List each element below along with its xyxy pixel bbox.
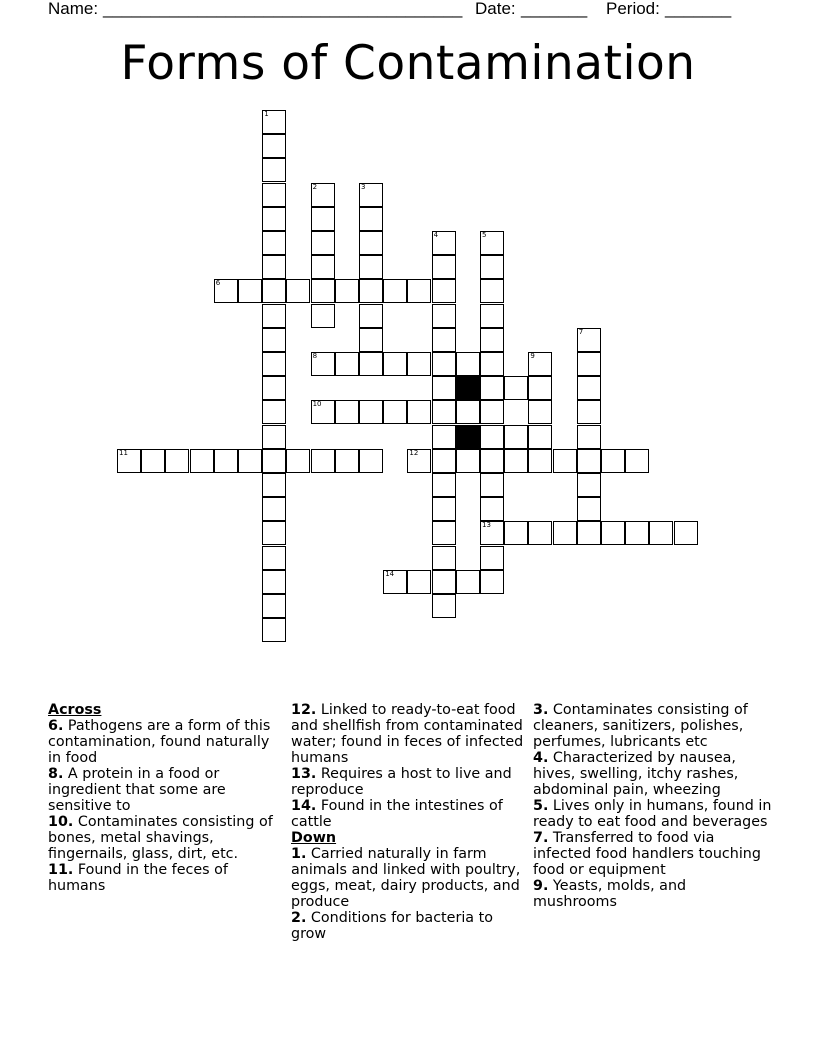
clue-item: 14. Found in the intestines of cattle xyxy=(291,798,503,830)
grid-cell[interactable] xyxy=(432,231,456,255)
grid-cell[interactable] xyxy=(262,183,286,207)
grid-cell[interactable] xyxy=(480,449,504,473)
grid-cell[interactable] xyxy=(262,255,286,279)
clue-item: 8. A protein in a food or ingredient that some are sensitive to xyxy=(48,766,226,814)
clue-number: 1 xyxy=(264,110,269,118)
clue-number: 2. xyxy=(291,910,307,926)
grid-cell[interactable] xyxy=(383,279,407,303)
grid-cell[interactable] xyxy=(504,521,528,545)
grid-cell[interactable] xyxy=(262,304,286,328)
clue-number: 4 xyxy=(433,231,439,239)
clues-column-1 xyxy=(48,702,280,894)
down-heading: Down xyxy=(291,830,337,846)
grid-cell[interactable] xyxy=(432,352,456,376)
clue-item: 12. Linked to ready-to-eat food and shellfish from contaminated water; found in feces of infected humans xyxy=(291,702,524,766)
clue-number: 12. xyxy=(291,702,317,718)
grid-cell[interactable] xyxy=(432,304,456,328)
grid-cell[interactable] xyxy=(528,449,552,473)
grid-cell[interactable] xyxy=(238,279,262,303)
grid-cell[interactable] xyxy=(432,497,456,521)
clue-item: 2. Conditions for bacteria to grow xyxy=(291,910,493,942)
grid-cell[interactable] xyxy=(407,352,431,376)
grid-cell[interactable] xyxy=(262,400,286,424)
grid-cell[interactable] xyxy=(480,352,504,376)
grid-cell[interactable] xyxy=(649,521,673,545)
date-label: Date: xyxy=(475,0,516,18)
grid-cell[interactable] xyxy=(262,279,286,303)
grid-cell[interactable] xyxy=(407,570,431,594)
grid-cell[interactable] xyxy=(432,521,456,545)
grid-cell[interactable] xyxy=(432,328,456,352)
grid-cell[interactable] xyxy=(432,570,456,594)
clue-item: 10. Contaminates consisting of bones, metal shavings, fingernails, glass, dirt, etc. xyxy=(48,814,273,862)
grid-cell[interactable] xyxy=(117,449,141,473)
clue-item: 7. Transferred to food via infected food handlers touching food or equipment xyxy=(533,830,761,878)
clue-number: 9 xyxy=(530,352,535,360)
grid-cell[interactable] xyxy=(383,570,407,594)
grid-cell[interactable] xyxy=(432,279,456,303)
page-title: Forms of Contamination xyxy=(120,36,696,91)
grid-cell[interactable] xyxy=(504,425,528,449)
grid-cell[interactable] xyxy=(601,449,625,473)
clue-number: 11. xyxy=(48,862,74,878)
grid-cell[interactable] xyxy=(456,449,480,473)
clue-item: 6. Pathogens are a form of this contamination, found naturally in food xyxy=(48,718,271,766)
grid-cell[interactable] xyxy=(359,328,383,352)
grid-cell[interactable] xyxy=(311,207,335,231)
grid-cell[interactable] xyxy=(359,279,383,303)
grid-cell[interactable] xyxy=(262,158,286,182)
clue-number: 10 xyxy=(312,400,322,409)
grid-cell[interactable] xyxy=(262,328,286,352)
grid-cell[interactable] xyxy=(214,279,238,303)
grid-cell[interactable] xyxy=(577,473,601,497)
name-label: Name: xyxy=(48,0,99,18)
clue-item: 9. Yeasts, molds, and mushrooms xyxy=(533,878,687,910)
clue-number: 3. xyxy=(533,702,549,718)
grid-cell[interactable] xyxy=(262,352,286,376)
grid-cell[interactable] xyxy=(238,449,262,473)
clue-number: 2 xyxy=(312,182,318,191)
clue-item: 1. Carried naturally in farm animals and linked with poultry, eggs, meat, dairy products, and produce xyxy=(291,846,521,910)
grid-cell[interactable] xyxy=(456,570,480,594)
grid-cell[interactable] xyxy=(432,425,456,449)
grid-cell[interactable] xyxy=(432,546,456,570)
grid-cell[interactable] xyxy=(262,207,286,231)
grid-cell[interactable] xyxy=(383,400,407,424)
grid-cell[interactable] xyxy=(359,207,383,231)
grid-cell[interactable] xyxy=(456,400,480,424)
grid-cell[interactable] xyxy=(383,352,407,376)
clue-number: 5 xyxy=(482,231,487,239)
period-label: Period: xyxy=(606,0,660,18)
grid-cell[interactable] xyxy=(553,449,577,473)
clue-number: 8 xyxy=(312,352,318,360)
grid-cell[interactable] xyxy=(407,400,431,424)
clues-column-2 xyxy=(291,702,527,942)
grid-cell[interactable] xyxy=(432,400,456,424)
clue-number: 9. xyxy=(533,878,549,894)
grid-cell[interactable] xyxy=(577,328,601,352)
grid-cell[interactable] xyxy=(480,546,504,570)
name-line[interactable]: ______________________________________ xyxy=(103,0,463,18)
grid-cell[interactable] xyxy=(480,473,504,497)
grid-cell[interactable] xyxy=(311,231,335,255)
period-line[interactable]: _______ xyxy=(665,0,732,18)
grid-cell[interactable] xyxy=(432,473,456,497)
clue-item: 13. Requires a host to live and reproduce xyxy=(291,766,512,798)
grid-cell[interactable] xyxy=(262,449,286,473)
grid-cell[interactable] xyxy=(286,279,310,303)
grid-cell[interactable] xyxy=(165,449,189,473)
grid-cell[interactable] xyxy=(577,352,601,376)
grid-cell[interactable] xyxy=(480,304,504,328)
grid-cell[interactable] xyxy=(214,449,238,473)
grid-cell[interactable] xyxy=(262,376,286,400)
date-line[interactable]: _______ xyxy=(521,0,588,18)
grid-cell[interactable] xyxy=(577,521,601,545)
grid-cell[interactable] xyxy=(359,352,383,376)
grid-cell[interactable] xyxy=(480,497,504,521)
grid-cell[interactable] xyxy=(359,304,383,328)
clue-number: 13. xyxy=(291,766,317,782)
black-square xyxy=(456,376,480,400)
grid-cell[interactable] xyxy=(286,449,310,473)
clue-number: 11 xyxy=(119,448,128,457)
grid-cell[interactable] xyxy=(311,183,335,207)
clue-item: 3. Contaminates consisting of cleaners, sanitizers, polishes, perfumes, lubricants etc xyxy=(533,702,748,750)
grid-cell[interactable] xyxy=(262,546,286,570)
clue-number: 5. xyxy=(533,798,549,814)
grid-cell[interactable] xyxy=(262,473,286,497)
grid-cell[interactable] xyxy=(141,449,165,473)
clue-item: 4. Characterized by nausea, hives, swelling, itchy rashes, abdominal pain, wheezing xyxy=(533,750,739,798)
grid-cell[interactable] xyxy=(335,449,359,473)
grid-cell[interactable] xyxy=(311,400,335,424)
grid-cell[interactable] xyxy=(359,231,383,255)
clue-number: 1. xyxy=(291,846,307,862)
clue-number: 12 xyxy=(409,448,419,457)
grid-cell[interactable] xyxy=(262,110,286,134)
grid-cell[interactable] xyxy=(262,618,286,642)
grid-cell[interactable] xyxy=(674,521,698,545)
grid-cell[interactable] xyxy=(625,521,649,545)
grid-cell[interactable] xyxy=(335,400,359,424)
grid-cell[interactable] xyxy=(504,376,528,400)
grid-cell[interactable] xyxy=(528,521,552,545)
grid-cell[interactable] xyxy=(311,279,335,303)
clue-number: 13 xyxy=(482,521,491,530)
grid-cell[interactable] xyxy=(262,594,286,618)
grid-cell[interactable] xyxy=(262,521,286,545)
grid-cell[interactable] xyxy=(480,231,504,255)
clue-number: 14. xyxy=(291,798,317,814)
grid-cell[interactable] xyxy=(262,497,286,521)
clue-number: 8. xyxy=(48,766,64,782)
grid-cell[interactable] xyxy=(335,352,359,376)
grid-cell[interactable] xyxy=(190,449,214,473)
clue-number: 7 xyxy=(578,327,584,336)
grid-cell[interactable] xyxy=(456,352,480,376)
grid-cell[interactable] xyxy=(262,570,286,594)
clue-item: 5. Lives only in humans, found in ready to eat food and beverages xyxy=(533,798,772,830)
grid-cell[interactable] xyxy=(480,570,504,594)
grid-cell[interactable] xyxy=(262,425,286,449)
clue-number: 3 xyxy=(361,182,366,191)
grid-cell[interactable] xyxy=(432,255,456,279)
grid-cell[interactable] xyxy=(480,279,504,303)
grid-cell[interactable] xyxy=(577,425,601,449)
grid-cell[interactable] xyxy=(504,449,528,473)
grid-cell[interactable] xyxy=(311,255,335,279)
grid-cell[interactable] xyxy=(577,376,601,400)
grid-cell[interactable] xyxy=(359,400,383,424)
grid-cell[interactable] xyxy=(262,134,286,158)
grid-cell[interactable] xyxy=(480,376,504,400)
grid-cell[interactable] xyxy=(528,352,552,376)
grid-cell[interactable] xyxy=(311,449,335,473)
grid-cell[interactable] xyxy=(407,279,431,303)
clue-number: 6 xyxy=(215,279,221,288)
grid-cell[interactable] xyxy=(311,352,335,376)
grid-cell[interactable] xyxy=(359,255,383,279)
grid-cell[interactable] xyxy=(528,400,552,424)
grid-cell[interactable] xyxy=(480,400,504,424)
grid-cell[interactable] xyxy=(480,521,504,545)
clues-column-3 xyxy=(533,702,773,910)
black-square xyxy=(456,425,480,449)
clue-item: 11. Found in the feces of humans xyxy=(48,862,228,894)
grid-cell[interactable] xyxy=(577,497,601,521)
grid-cell[interactable] xyxy=(577,449,601,473)
grid-cell[interactable] xyxy=(335,279,359,303)
grid-cell[interactable] xyxy=(432,449,456,473)
clue-number: 7. xyxy=(533,830,549,846)
grid-cell[interactable] xyxy=(359,449,383,473)
grid-cell[interactable] xyxy=(528,376,552,400)
grid-cell[interactable] xyxy=(359,183,383,207)
grid-cell[interactable] xyxy=(577,400,601,424)
clue-number: 4. xyxy=(533,750,549,766)
grid-cell[interactable] xyxy=(480,425,504,449)
grid-cell[interactable] xyxy=(262,231,286,255)
clue-number: 14 xyxy=(385,569,395,578)
grid-cell[interactable] xyxy=(553,521,577,545)
grid-cell[interactable] xyxy=(432,376,456,400)
grid-cell[interactable] xyxy=(601,521,625,545)
grid-cell[interactable] xyxy=(407,449,431,473)
clue-number: 6. xyxy=(48,718,64,734)
grid-cell[interactable] xyxy=(311,304,335,328)
grid-cell[interactable] xyxy=(480,328,504,352)
clue-number: 10. xyxy=(48,814,74,830)
grid-cell[interactable] xyxy=(480,255,504,279)
grid-cell[interactable] xyxy=(432,594,456,618)
across-heading: Across xyxy=(48,702,102,718)
grid-cell[interactable] xyxy=(528,425,552,449)
grid-cell[interactable] xyxy=(625,449,649,473)
